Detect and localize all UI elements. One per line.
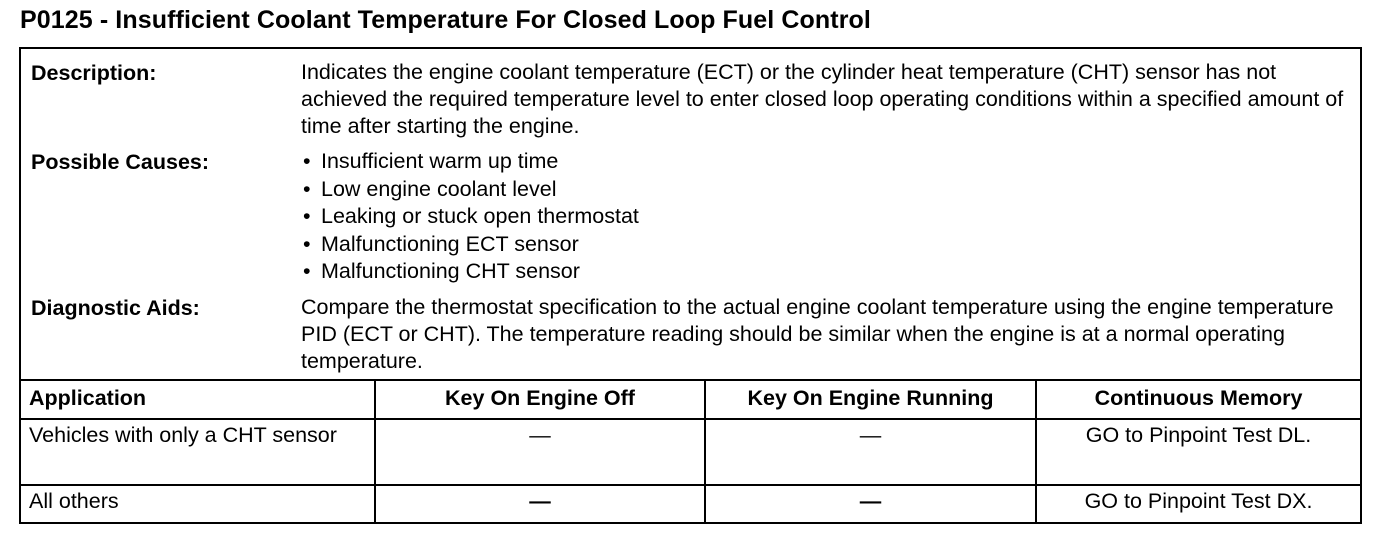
description-row [31,59,1350,140]
table-cell-koeo: — [375,485,705,522]
diagnostic-aids-label: Diagnostic Aids: [31,295,200,320]
table-cell-application: All others [21,485,375,522]
table-cell-continuous-memory: GO to Pinpoint Test DL. [1036,419,1360,485]
table-cell-continuous-memory: GO to Pinpoint Test DX. [1036,485,1360,522]
table-cell-koeo: — [375,419,705,485]
diagnostic-aids-row [31,294,1350,375]
description-text: Indicates the engine coolant temperature (ECT) or the cylinder heat temperature (CHT) sensor has not achieved the required temperature level to enter closed loop operating conditions within a specified amount of time after starting the engine. [301,60,1344,138]
diagnostic-aids-text: Compare the thermostat specification to the actual engine coolant temperature using the engine temperature PID (ECT or CHT). The temperature reading should be similar when the engine is at a normal operating temperature. [301,294,1334,373]
header-continuous-memory: Continuous Memory [1036,380,1360,419]
possible-causes-value [301,148,1350,286]
dtc-info-table [19,47,1362,524]
possible-causes-list [301,148,1350,286]
diagnostic-aids-value [301,294,1350,375]
page-title: P0125 - Insufficient Coolant Temperature For Closed Loop Fuel Control [20,6,871,34]
possible-causes-label: Possible Causes: [31,150,210,174]
table-header-row [21,380,1360,419]
list-item: • Leaking or stuck open thermostat [301,203,1350,231]
list-item: • Low engine coolant level [301,176,1350,204]
application-table [21,379,1360,522]
info-block [21,49,1360,379]
header-application: Application [21,380,375,419]
possible-causes-row [31,148,1350,286]
description-value [301,59,1350,140]
table-row [21,485,1360,522]
table-cell-koer: — [705,419,1036,485]
list-item: • Malfunctioning ECT sensor [301,231,1350,259]
list-item: • Insufficient warm up time [301,148,1350,176]
header-key-on-engine-off: Key On Engine Off [375,380,705,419]
table-row [21,419,1360,485]
list-item: • Malfunctioning CHT sensor [301,258,1350,286]
table-cell-koer: — [705,485,1036,522]
table-cell-application: Vehicles with only a CHT sensor [21,419,375,485]
header-key-on-engine-running: Key On Engine Running [705,380,1036,419]
description-label: Description: [31,61,157,85]
